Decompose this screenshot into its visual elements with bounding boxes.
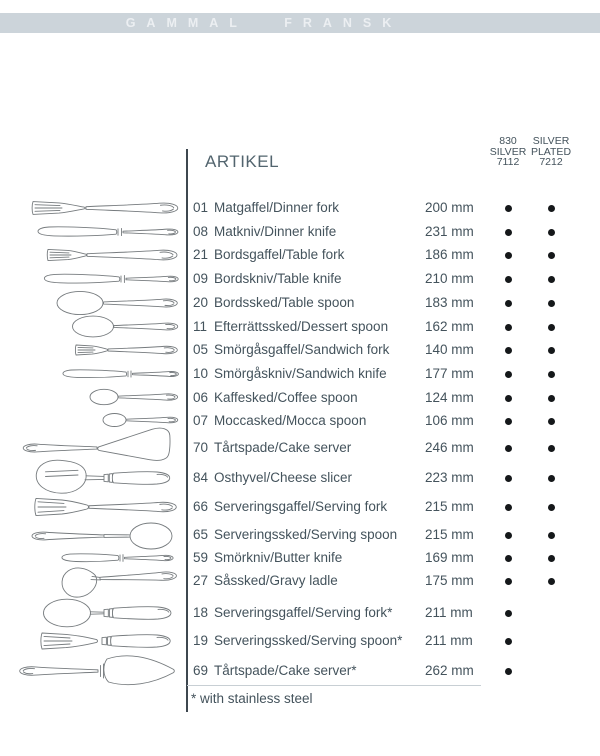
article-number: 20 <box>193 295 209 310</box>
table-fork-illustration <box>47 249 177 260</box>
column-header-line: PLATED <box>530 145 572 158</box>
silver-830-dot <box>505 229 512 236</box>
article-length: 177 mm <box>425 366 474 381</box>
article-length: 183 mm <box>425 295 474 310</box>
article-number: 65 <box>193 527 209 542</box>
article-name: Kaffesked/Coffee spoon <box>214 390 358 405</box>
article-name: Smörgåskniv/Sandwich knife <box>214 366 387 381</box>
article-length: 200 mm <box>425 200 474 215</box>
article-name: Osthyvel/Cheese slicer <box>214 470 353 485</box>
cake-server-steel-illustration <box>20 656 175 685</box>
silver-plated-dot <box>548 578 555 585</box>
silver-830-dot <box>505 324 512 331</box>
sandwich-knife-illustration <box>63 370 178 378</box>
article-name: Bordssked/Table spoon <box>214 295 355 310</box>
table-row <box>186 315 600 339</box>
article-number: 84 <box>193 470 209 485</box>
cheese-slicer-illustration <box>36 460 169 493</box>
article-number: 05 <box>193 342 209 357</box>
table-row <box>186 523 600 547</box>
table-row <box>186 601 600 625</box>
column-header-line: SILVER <box>532 135 570 147</box>
article-length: 223 mm <box>425 470 474 485</box>
serving-spoon-steel-illustration <box>44 599 171 627</box>
article-number: 18 <box>193 605 209 620</box>
article-length: 175 mm <box>425 573 474 588</box>
article-name: Moccasked/Mocca spoon <box>214 413 367 428</box>
silver-830-dot <box>505 347 512 354</box>
article-name: Serveringsgaffel/Serving fork <box>214 499 388 514</box>
article-number: 06 <box>193 390 209 405</box>
article-length: 215 mm <box>425 527 474 542</box>
mocca-spoon-illustration <box>103 414 178 427</box>
silver-830-dot <box>505 555 512 562</box>
table-row <box>186 569 600 593</box>
cutlery-illustrations <box>0 0 186 756</box>
article-length: 106 mm <box>425 413 474 428</box>
article-name: Serveringsgaffel/Serving fork* <box>214 605 393 620</box>
serving-fork-steel-illustration <box>41 633 170 649</box>
butter-knife-illustration <box>62 554 173 562</box>
table-row <box>186 243 600 267</box>
serving-spoon-illustration <box>32 523 172 549</box>
silver-plated-dot <box>548 229 555 236</box>
silver-830-dot <box>505 276 512 283</box>
table-row <box>186 546 600 570</box>
article-length: 140 mm <box>425 342 474 357</box>
column-header-line: 7112 <box>496 156 520 168</box>
article-length: 162 mm <box>425 319 474 334</box>
silver-plated-dot <box>548 276 555 283</box>
article-name: Bordskniv/Table knife <box>214 271 342 286</box>
article-length: 262 mm <box>425 663 474 678</box>
sandwich-fork-illustration <box>75 345 177 355</box>
table-row <box>186 386 600 410</box>
article-name: Smörgåsgaffel/Sandwich fork <box>214 342 390 357</box>
article-length: 211 mm <box>425 633 473 648</box>
column-header-line: 7212 <box>539 156 563 168</box>
table-row <box>186 466 600 490</box>
silver-plated-dot <box>548 555 555 562</box>
article-name: Tårtspade/Cake server* <box>214 663 357 678</box>
silver-830-dot <box>505 532 512 539</box>
article-number: 27 <box>193 573 209 588</box>
article-length: 169 mm <box>425 550 474 565</box>
article-name: Såssked/Gravy ladle <box>214 573 338 588</box>
silver-830-dot <box>505 475 512 482</box>
column-header-line: 830 <box>499 135 517 147</box>
silver-plated-dot <box>548 445 555 452</box>
silver-830-dot <box>505 668 512 675</box>
article-length: 186 mm <box>425 247 474 262</box>
dinner-fork-illustration <box>32 202 178 215</box>
silver-830-dot <box>505 395 512 402</box>
table-row <box>186 495 600 519</box>
article-length: 210 mm <box>425 271 474 286</box>
table-row <box>186 409 600 433</box>
table-row <box>186 659 600 683</box>
table-row <box>186 362 600 386</box>
series-title: GAMMAL FRANSK <box>125 16 403 30</box>
column-header-line: SILVER <box>489 145 527 158</box>
silver-830-dot <box>505 610 512 617</box>
gravy-ladle-illustration <box>62 568 177 597</box>
article-number: 10 <box>193 366 209 381</box>
silver-plated-dot <box>548 395 555 402</box>
table-row <box>186 267 600 291</box>
table-row <box>186 196 600 220</box>
table-row <box>186 629 600 653</box>
article-number: 19 <box>193 633 209 648</box>
article-length: 246 mm <box>425 440 474 455</box>
silver-plated-dot <box>548 324 555 331</box>
silver-830-dot <box>505 371 512 378</box>
article-number: 11 <box>193 319 208 334</box>
table-row <box>186 220 600 244</box>
silver-830-dot <box>505 638 512 645</box>
silver-830-dot <box>505 504 512 511</box>
silver-plated-dot <box>548 252 555 259</box>
cake-server-illustration <box>23 428 170 460</box>
article-length: 124 mm <box>425 390 474 405</box>
silver-plated-dot <box>548 504 555 511</box>
article-length: 231 mm <box>425 224 474 239</box>
article-name: Matkniv/Dinner knife <box>214 224 337 239</box>
artikel-header: ARTIKEL <box>205 152 280 171</box>
silver-830-dot <box>505 205 512 212</box>
footnote: * with stainless steel <box>191 691 313 706</box>
silver-830-dot <box>505 252 512 259</box>
table-knife-illustration <box>44 274 178 283</box>
article-length: 211 mm <box>425 605 473 620</box>
silver-830-dot <box>505 300 512 307</box>
article-name: Matgaffel/Dinner fork <box>214 200 340 215</box>
article-number: 69 <box>193 663 209 678</box>
silver-830-dot <box>505 418 512 425</box>
dessert-spoon-illustration <box>73 316 178 337</box>
silver-830-dot <box>505 445 512 452</box>
article-name: Tårtspade/Cake server <box>214 440 352 455</box>
table-row <box>186 436 600 460</box>
silver-plated-dot <box>548 205 555 212</box>
silver-plated-dot <box>548 300 555 307</box>
article-number: 08 <box>193 224 209 239</box>
silver-830-dot <box>505 578 512 585</box>
article-name: Bordsgaffel/Table fork <box>214 247 345 262</box>
dinner-knife-illustration <box>38 227 178 236</box>
article-length: 215 mm <box>425 499 474 514</box>
article-number: 21 <box>193 247 209 262</box>
article-number: 66 <box>193 499 209 514</box>
article-number: 70 <box>193 440 209 455</box>
article-number: 01 <box>193 200 209 215</box>
silver-plated-dot <box>548 475 555 482</box>
table-spoon-illustration <box>57 291 177 314</box>
article-name: Efterrättssked/Dessert spoon <box>214 319 389 334</box>
article-name: Serveringssked/Serving spoon <box>214 527 398 542</box>
silver-plated-dot <box>548 347 555 354</box>
coffee-spoon-illustration <box>90 389 178 404</box>
article-number: 09 <box>193 271 209 286</box>
table-row <box>186 291 600 315</box>
table-row <box>186 338 600 362</box>
article-name: Serveringssked/Serving spoon* <box>214 633 403 648</box>
column-header-silver-plated <box>523 136 579 168</box>
article-name: Smörkniv/Butter knife <box>214 550 343 565</box>
footnote-separator <box>187 685 481 686</box>
article-number: 59 <box>193 550 209 565</box>
silver-plated-dot <box>548 418 555 425</box>
silver-plated-dot <box>548 371 555 378</box>
serving-fork-illustration <box>35 498 177 515</box>
article-number: 07 <box>193 413 209 428</box>
silver-plated-dot <box>548 532 555 539</box>
